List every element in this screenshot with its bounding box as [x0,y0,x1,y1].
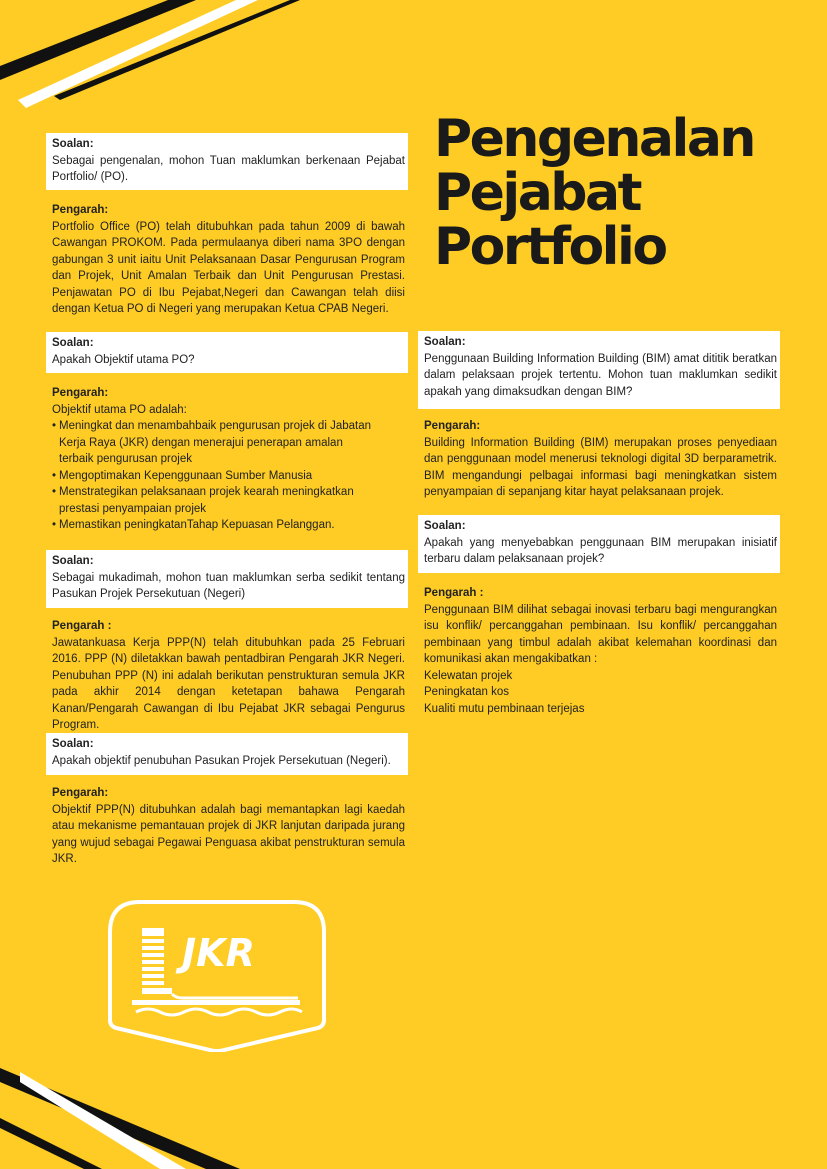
answer-block-5 [418,418,780,501]
page-title [434,109,814,277]
question-label: Soalan: [52,337,94,349]
question-label: Soalan: [52,738,94,750]
question-box-5 [418,331,780,409]
answer-label: Pengarah: [52,387,109,399]
answer-block-1 [46,202,408,318]
question-label: Soalan: [52,555,94,567]
answer-label: Pengarah: [424,420,481,432]
answer-label: Pengarah: [52,204,109,216]
question-box-2 [46,332,408,373]
answer-block-2 [46,385,376,534]
question-label: Soalan: [424,520,466,532]
question-box-4 [46,733,408,775]
answer-intro: Objektif utama PO adalah: [52,403,187,416]
answer-text: Penggunaan BIM dilihat sebagai inovasi terbaru bagi mengurangkan isu konflik/ percanggahan pembinaan. Isu konflik/ percanggahan pembinaan yang timbul adalah akibat kelemahan koordinasi dan komunikasi akan mengakibatkan : [424,603,777,665]
answer-text: Portfolio Office (PO) telah ditubuhkan pada tahun 2009 di bawah Cawangan PROKOM. Pada permulaanya diberi nama 3PO dengan gabungan 3 unit iaitu Unit Pelaksanaan Dasar Pengurusan Program dan Projek, Unit Amalan Terbaik dan Unit Pengurusan Prestasi. Penjawatan PO di Ibu Pejabat,Negeri dan Cawangan telah diisi dengan Ketua PO di Negeri yang merupakan Ketua CPAB Negeri. [52,220,405,315]
list-item: Kelewatan projek [424,669,513,682]
objective-list [52,418,373,534]
list-item: • Menstrategikan pelaksanaan projek kearah meningkatkan prestasi penyampaian projek [52,484,373,517]
question-text: Sebagai mukadimah, mohon tuan maklumkan serba sedikit tentang Pasukan Projek Persekutuan (Negeri) [52,571,405,600]
question-label: Soalan: [424,336,466,348]
question-text: Apakah Objektif utama PO? [52,353,195,366]
question-box-3 [46,550,408,608]
question-text: Penggunaan Building Information Building (BIM) amat dititik beratkan dalam pelaksaan projek tertentu. Mohon tuan maklumkan sedikit apakah yang dimaksudkan dengan BIM? [424,352,777,398]
answer-block-3 [46,618,408,734]
answer-text: Objektif PPP(N) ditubuhkan adalah bagi memantapkan lagi kaedah atau mekanisme pemantauan projek di JKR lanjutan daripada jurang yang wujud sebagai Pegawai Penguasa akibat penstrukturan semula JKR. [52,803,405,865]
title-line-2: Pejabat [434,163,640,223]
question-label: Soalan: [52,138,94,150]
logo-text: JKR [182,931,255,975]
answer-text: Building Information Building (BIM) merupakan proses penyediaan dan penggunaan model menerusi teknologi digital 3D berparametrik. BIM mengandungi pelbagai informasi bagi meningkatkan sistem penyampaian di sepanjang kitar hayat pelaksanaan projek. [424,436,777,498]
answer-label: Pengarah : [424,587,484,599]
title-line-1: Pengenalan [434,109,754,169]
answer-label: Pengarah: [52,787,109,799]
jkr-logo [106,900,328,1052]
question-box-6 [418,515,780,573]
answer-block-6 [418,585,780,717]
impact-list [424,668,777,718]
list-item: • Memastikan peningkatanTahap Kepuasan Pelanggan. [52,517,373,534]
list-item: Peningkatan kos [424,686,510,698]
list-item: • Meningkat dan menambahbaik pengurusan projek di Jabatan Kerja Raya (JKR) dengan menerajui penerapan amalan terbaik pengurusan projek [52,418,373,468]
question-box-1 [46,133,408,190]
answer-label: Pengarah : [52,620,112,632]
list-item: Kualiti mutu pembinaan terjejas [424,702,585,715]
question-text: Sebagai pengenalan, mohon Tuan maklumkan berkenaan Pejabat Portfolio/ (PO). [52,154,405,183]
answer-block-4 [46,785,408,868]
answer-text: Jawatankuasa Kerja PPP(N) telah ditubuhkan pada 25 Februari 2016. PPP (N) diletakkan bawah pentadbiran Pengarah JKR Negeri. Penubuhan PPP (N) ini adalah berikutan penstrukturan semula JKR pada akhir 2014 dengan ketetapan bahawa Pengarah Kanan/Pengarah Cawangan di Ibu Pejabat JKR sebagai Pengurus Program. [52,636,405,731]
title-line-3: Portfolio [434,217,666,277]
list-item: • Mengoptimakan Kepenggunaan Sumber Manusia [52,468,373,485]
question-text: Apakah yang menyebabkan penggunaan BIM merupakan inisiatif terbaru dalam pelaksanaan projek? [424,536,777,565]
question-text: Apakah objektif penubuhan Pasukan Projek Persekutuan (Negeri). [52,754,391,767]
